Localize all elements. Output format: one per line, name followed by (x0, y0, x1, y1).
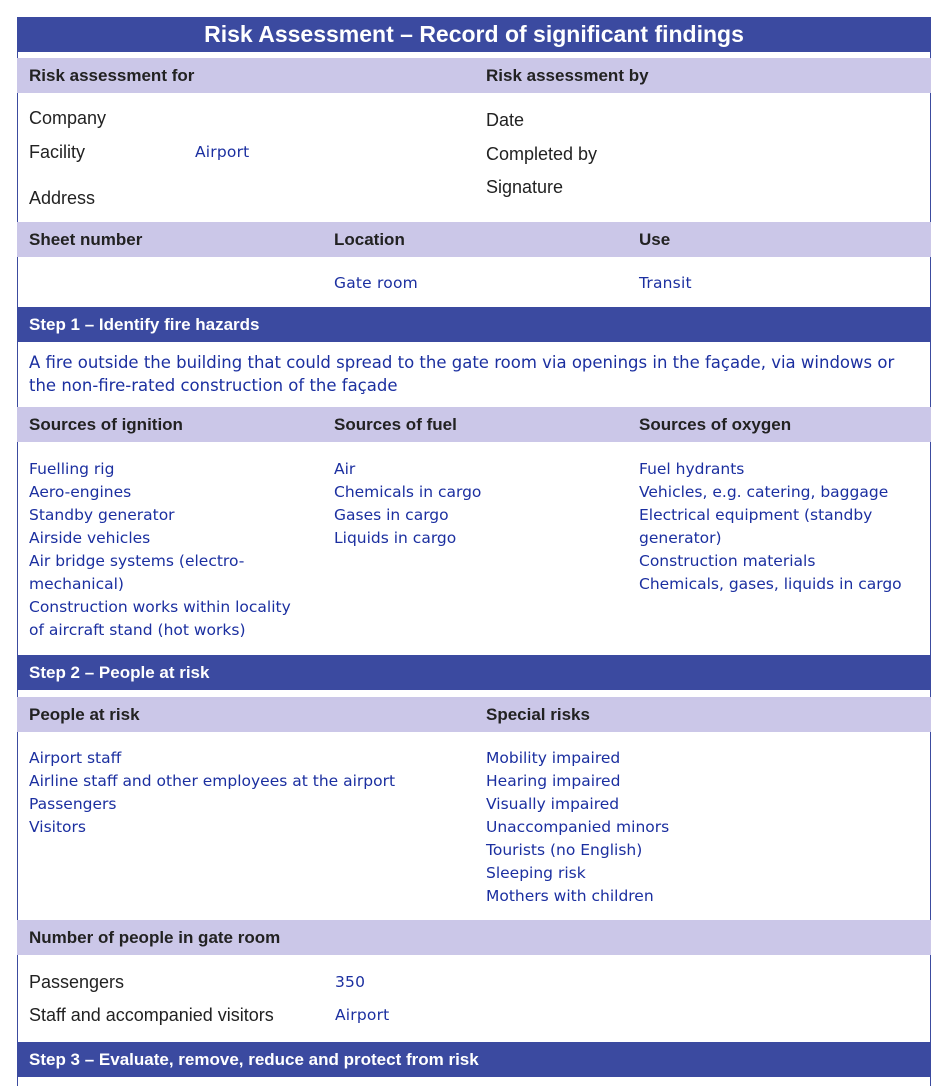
list-item: Mobility impaired (486, 749, 621, 767)
risk-assessment-by-header: Risk assessment by (486, 66, 649, 85)
ignition-header: Sources of ignition (29, 415, 183, 434)
list-item: Airline staff and other employees at the airport (29, 772, 396, 790)
location-header: Location (334, 230, 405, 249)
step1-header (17, 307, 931, 342)
facility-label: Facility (29, 142, 86, 162)
list-item: Hearing impaired (486, 772, 621, 790)
passengers-label: Passengers (29, 972, 125, 992)
list-item: Airport staff (29, 749, 122, 767)
list-item: Standby generator (29, 506, 175, 524)
staff-visitors-value: Airport (335, 1006, 390, 1024)
list-item: Fuelling rig (29, 460, 115, 478)
oxygen-list (639, 458, 902, 596)
signature-label: Signature (486, 177, 564, 197)
list-item: Electrical equipment (standby (639, 506, 873, 524)
step3-title: Step 3 – Evaluate, remove, reduce and protect from risk (29, 1050, 479, 1069)
risk-assessment-for-header: Risk assessment for (29, 66, 195, 85)
sheet-number-header: Sheet number (29, 230, 143, 249)
step2-header (17, 655, 931, 690)
list-item: Unaccompanied minors (486, 818, 670, 836)
list-item: Visually impaired (486, 795, 620, 813)
list-item: Construction works within locality (29, 598, 291, 616)
people-at-risk-header: People at risk (29, 705, 140, 724)
address-label: Address (29, 188, 96, 208)
fuel-list (334, 458, 481, 550)
list-item: Tourists (no English) (486, 841, 643, 859)
use-value: Transit (639, 274, 692, 292)
step1-title: Step 1 – Identify fire hazards (29, 315, 260, 334)
date-label: Date (486, 110, 525, 130)
step2-people-band (17, 697, 931, 732)
number-of-people-header: Number of people in gate room (29, 928, 281, 947)
list-item: Visitors (29, 818, 86, 836)
list-item: Passengers (29, 795, 117, 813)
company-label: Company (29, 108, 107, 128)
ignition-list (29, 458, 291, 642)
facility-value: Airport (195, 143, 250, 161)
special-risks-header: Special risks (486, 705, 590, 724)
list-item: Fuel hydrants (639, 460, 745, 478)
passengers-value: 350 (335, 973, 366, 991)
assessment-header-band (17, 58, 931, 93)
people-count-band (17, 920, 931, 955)
list-item: generator) (639, 529, 722, 547)
list-item: Aero-engines (29, 483, 132, 501)
use-header: Use (639, 230, 671, 249)
completed-by-label: Completed by (486, 144, 598, 164)
list-item: Air (334, 460, 356, 478)
list-item: Chemicals in cargo (334, 483, 482, 501)
staff-visitors-label: Staff and accompanied visitors (29, 1005, 274, 1025)
list-item: Mothers with children (486, 887, 654, 905)
special-risks-list (486, 747, 669, 908)
people-list (29, 747, 395, 839)
list-item: of aircraft stand (hot works) (29, 621, 246, 639)
list-item: Vehicles, e.g. catering, baggage (639, 483, 889, 501)
list-item: Air bridge systems (electro- (29, 552, 245, 570)
oxygen-header: Sources of oxygen (639, 415, 792, 434)
list-item: Chemicals, gases, liquids in cargo (639, 575, 902, 593)
step3-header (17, 1042, 931, 1077)
fuel-header: Sources of fuel (334, 415, 457, 434)
form-title: Risk Assessment – Record of significant findings (17, 17, 931, 52)
step1-sources-band (17, 407, 931, 442)
list-item: Construction materials (639, 552, 816, 570)
step1-description: A fire outside the building that could spread to the gate room via openings in the façade, via windows or the non-fire-rated construction of the façade (29, 353, 895, 395)
list-item: Liquids in cargo (334, 529, 457, 547)
list-item: Gases in cargo (334, 506, 449, 524)
step2-title: Step 2 – People at risk (29, 663, 210, 682)
sheet-header-band (17, 222, 931, 257)
list-item: Sleeping risk (486, 864, 586, 882)
location-value: Gate room (334, 274, 418, 292)
list-item: mechanical) (29, 575, 124, 593)
list-item: Airside vehicles (29, 529, 151, 547)
